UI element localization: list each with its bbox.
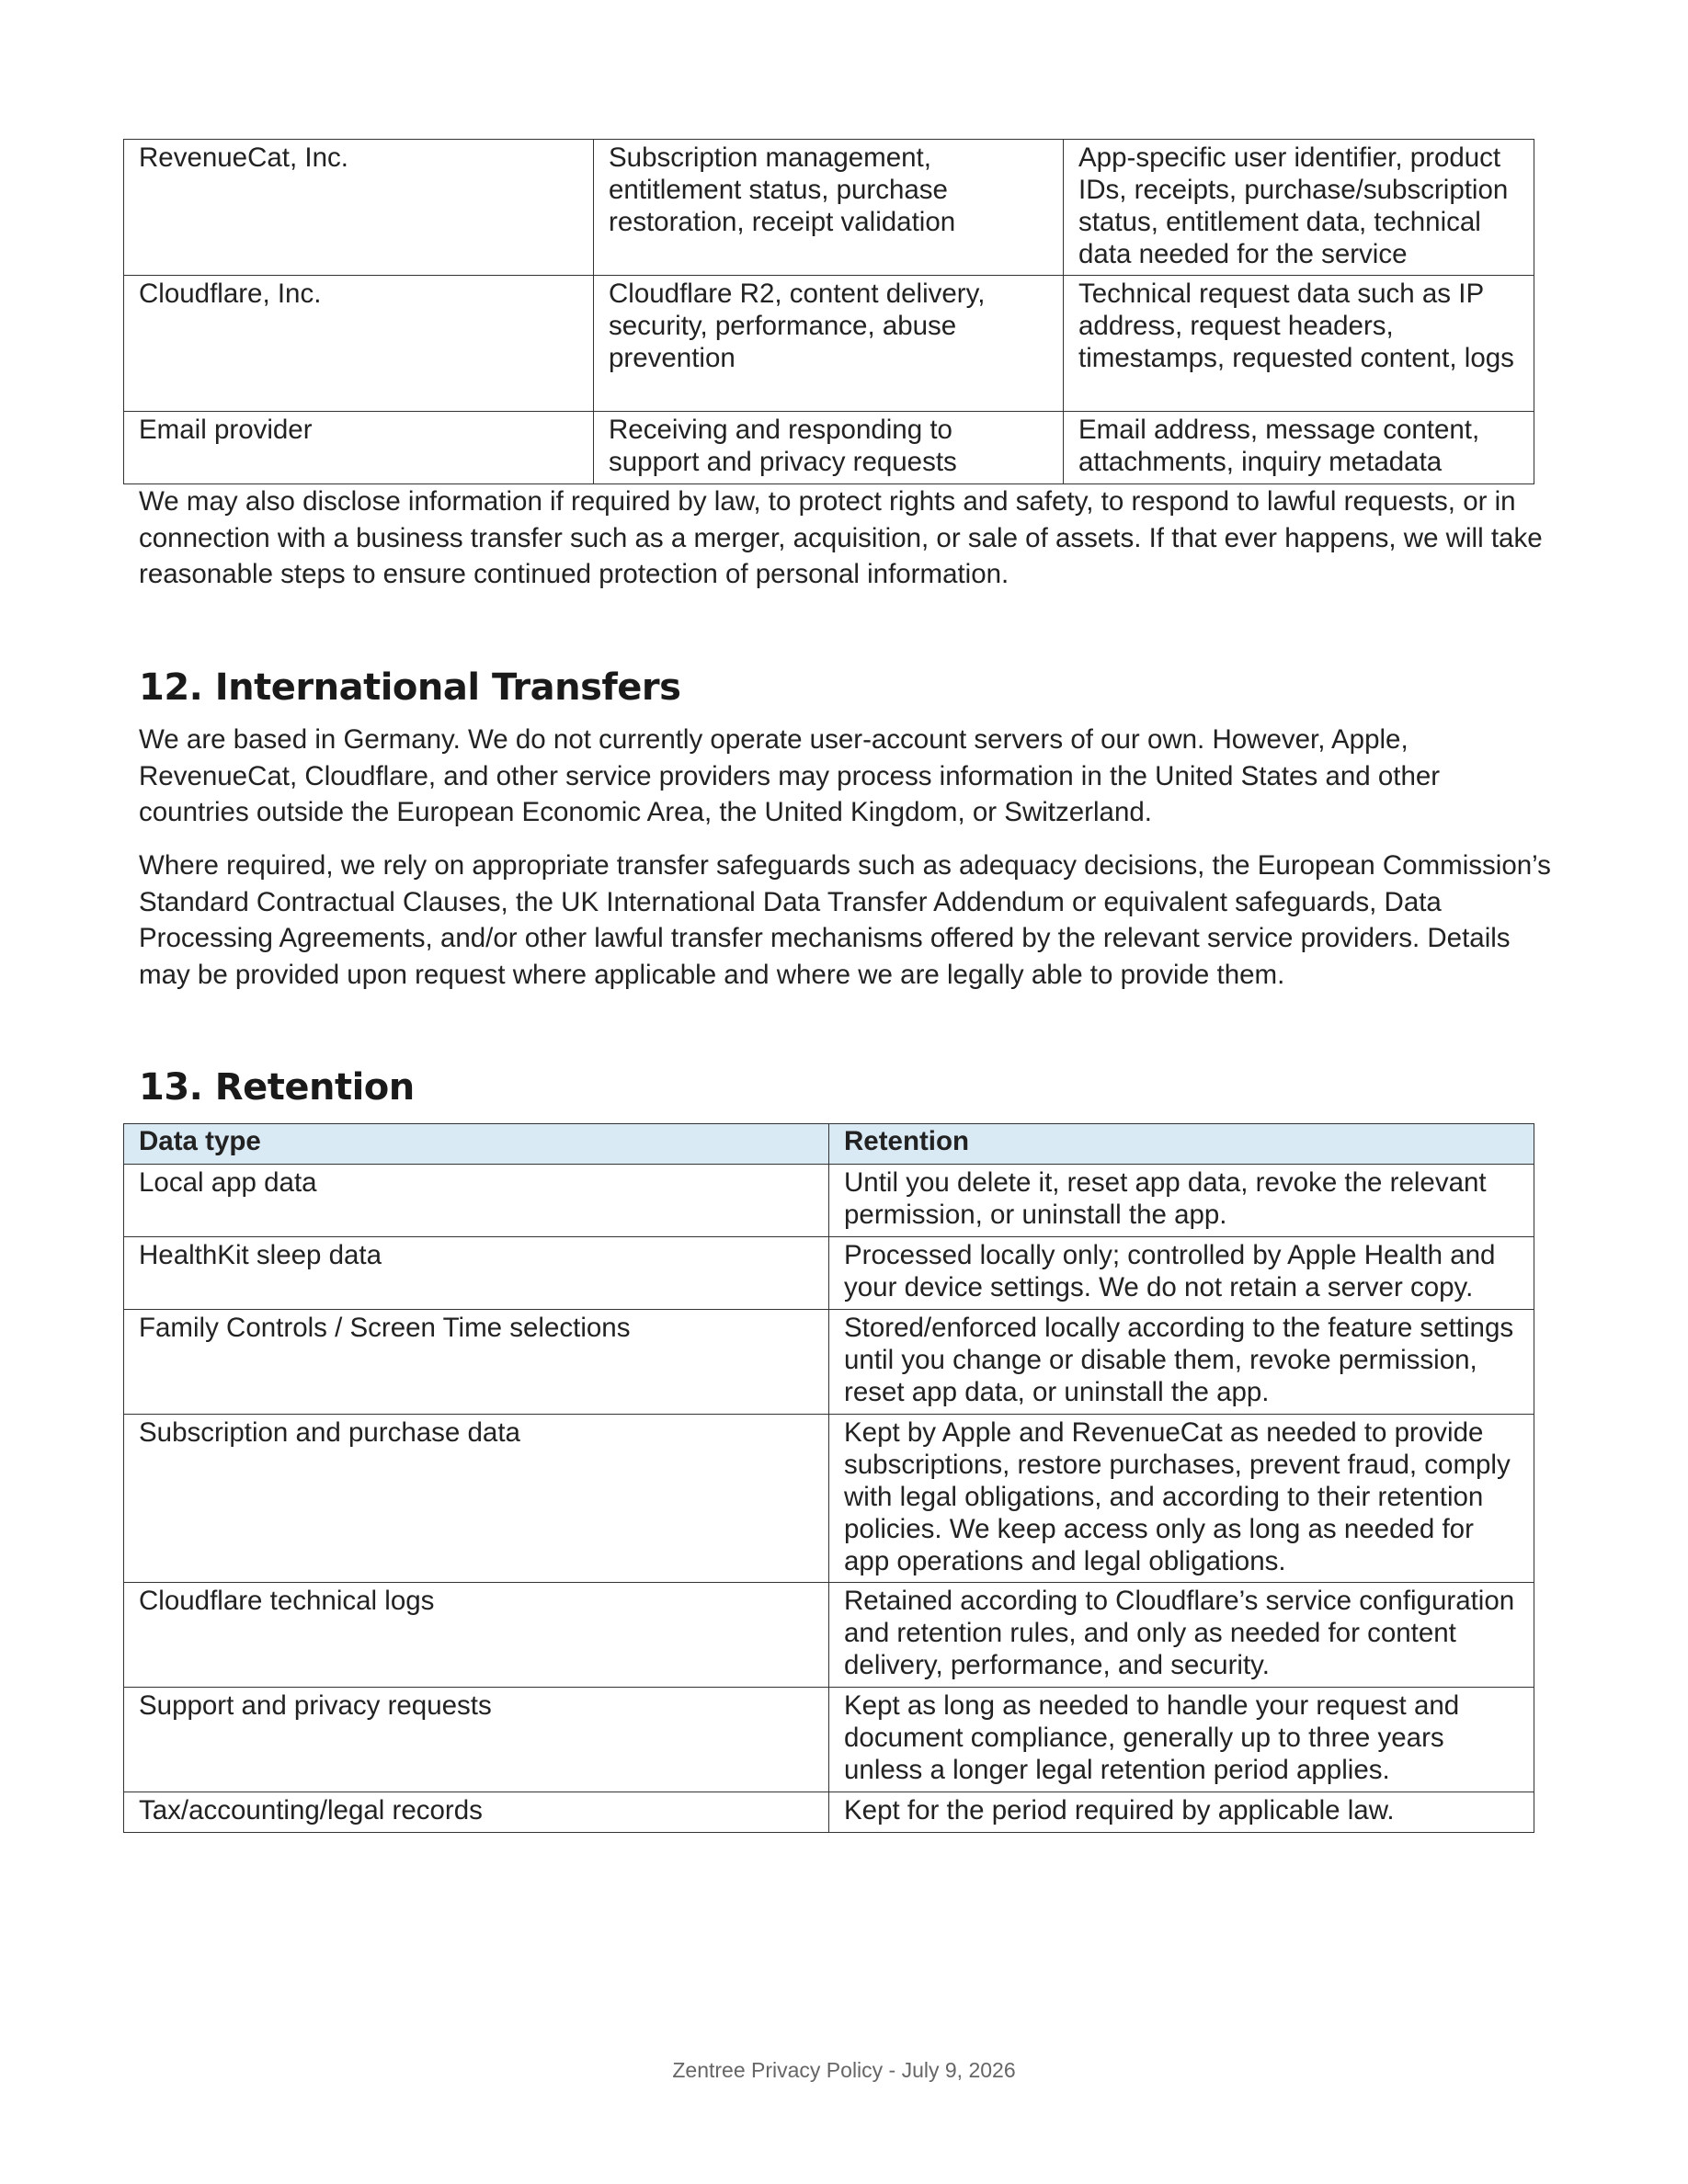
data-cell: Technical request data such as IP address, request headers, timestamps, requested content, logs [1064,276,1534,412]
service-providers-table [123,139,1534,484]
data-type-cell: Local app data [124,1165,829,1237]
data-type-cell: Cloudflare technical logs [124,1583,829,1688]
table-row [124,1792,1534,1833]
table-row [124,1165,1534,1237]
table-row [124,140,1534,276]
table-row [124,1237,1534,1310]
table-row [124,1415,1534,1583]
column-header-retention: Retention [829,1124,1534,1165]
retention-cell: Stored/enforced locally according to the feature settings until you change or disable them, revoke permission, reset app data, or uninstall the app. [829,1310,1534,1415]
section-12-heading: 12. International Transfers [139,666,681,709]
table-header-row [124,1124,1534,1165]
data-cell: App-specific user identifier, product IDs, receipts, purchase/subscription status, entitlement data, technical data needed for the service [1064,140,1534,276]
data-type-cell: HealthKit sleep data [124,1237,829,1310]
table-row [124,1583,1534,1688]
retention-cell: Retained according to Cloudflare’s service configuration and retention rules, and only as needed for content delivery, performance, and security. [829,1583,1534,1688]
retention-cell: Kept for the period required by applicable law. [829,1792,1534,1833]
retention-cell: Kept by Apple and RevenueCat as needed to provide subscriptions, restore purchases, prevent fraud, comply with legal obligations, and according to their retention policies. We keep access only as long as needed for app operations and legal obligations. [829,1415,1534,1583]
data-type-cell: Tax/accounting/legal records [124,1792,829,1833]
section-12-paragraph-2: Where required, we rely on appropriate transfer safeguards such as adequacy decisions, the European Commission’s Standard Contractual Clauses, the UK International Data Transfer Addendum or equivalent safeguards, Data Processing Agreements, and/or other lawful transfer mechanisms offered by the relevant service providers. Details may be provided upon request where applicable and where we are legally able to provide them. [139,850,1551,990]
section-13-heading: 13. Retention [139,1066,415,1109]
page-footer: Zentree Privacy Policy - July 9, 2026 [672,2058,1016,2082]
disclosure-paragraph: We may also disclose information if required by law, to protect rights and safety, to respond to lawful requests, or in connection with a business transfer such as a merger, acquisition, or sale of assets. If that ever happens, we will take reasonable steps to ensure continued protection of personal information. [139,486,1543,589]
purpose-cell: Subscription management, entitlement status, purchase restoration, receipt validation [594,140,1064,276]
retention-cell: Until you delete it, reset app data, revoke the relevant permission, or uninstall the app. [829,1165,1534,1237]
retention-cell: Processed locally only; controlled by Apple Health and your device settings. We do not retain a server copy. [829,1237,1534,1310]
table-row [124,276,1534,412]
purpose-cell: Cloudflare R2, content delivery, security, performance, abuse prevention [594,276,1064,412]
retention-cell: Kept as long as needed to handle your request and document compliance, generally up to three years unless a longer legal retention period applies. [829,1688,1534,1792]
data-type-cell: Support and privacy requests [124,1688,829,1792]
table-row [124,1310,1534,1415]
data-cell: Email address, message content, attachments, inquiry metadata [1064,412,1534,484]
section-12-paragraph-1: We are based in Germany. We do not currently operate user-account servers of our own. However, Apple, RevenueCat, Cloudflare, and other service providers may process information in the United States and other countries outside the European Economic Area, the United Kingdom, or Switzerland. [139,724,1441,827]
data-type-cell: Subscription and purchase data [124,1415,829,1583]
provider-cell: Cloudflare, Inc. [124,276,594,412]
column-header-data-type: Data type [124,1124,829,1165]
provider-cell: Email provider [124,412,594,484]
table-row [124,412,1534,484]
table-row [124,1688,1534,1792]
retention-table [123,1123,1534,1833]
provider-cell: RevenueCat, Inc. [124,140,594,276]
purpose-cell: Receiving and responding to support and privacy requests [594,412,1064,484]
data-type-cell: Family Controls / Screen Time selections [124,1310,829,1415]
